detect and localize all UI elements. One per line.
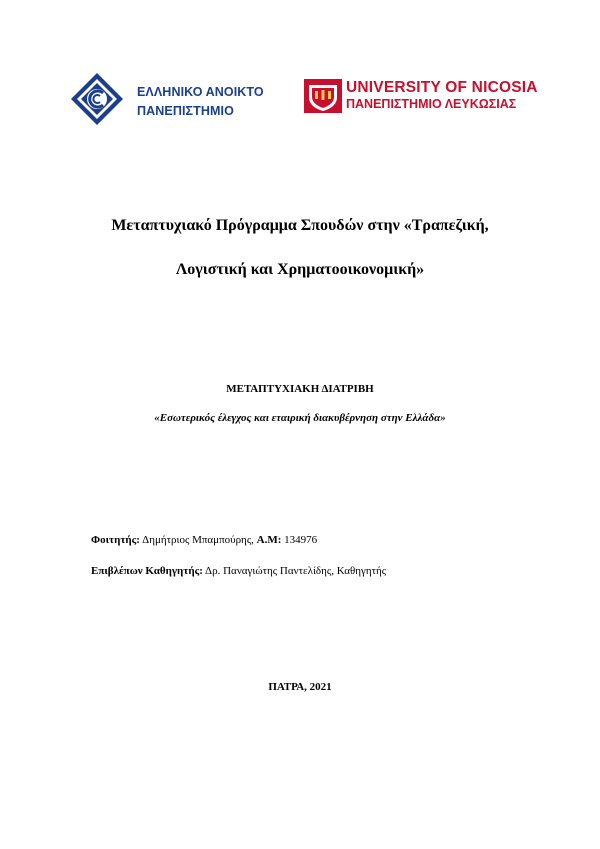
unic-name-line2: ΠΑΝΕΠΙΣΤΗΜΙΟ ΛΕΥΚΩΣΙΑΣ	[346, 97, 517, 111]
student-name: Δημήτριος Μπαμπούρης,	[142, 534, 254, 546]
am-value: 134976	[284, 534, 318, 546]
unic-logo	[304, 79, 342, 113]
thesis-title: «Εσωτερικός έλεγχος και εταιρική διακυβέρνηση στην Ελλάδα»	[154, 412, 446, 424]
eap-emblem-icon	[70, 72, 124, 126]
unic-crest-icon	[304, 79, 342, 113]
thesis-label: ΜΕΤΑΠΤΥΧΙΑΚΗ ΔΙΑΤΡΙΒΗ	[226, 383, 374, 395]
student-label: Φοιτητής:	[91, 534, 140, 546]
unic-name	[346, 79, 538, 112]
supervisor-info	[91, 565, 386, 577]
supervisor-name: Δρ. Παναγιώτης Παντελίδης, Καθηγητής	[205, 565, 387, 577]
eap-name	[137, 83, 264, 121]
student-info	[91, 534, 317, 546]
supervisor-label: Επιβλέπων Καθηγητής:	[91, 565, 203, 577]
am-label: Α.Μ:	[256, 534, 282, 546]
place-year: ΠΑΤΡΑ, 2021	[268, 681, 332, 693]
eap-name-line1: ΕΛΛΗΝΙΚΟ ΑΝΟΙΚΤΟ	[137, 85, 264, 99]
program-title-line2: Λογιστική και Χρηματοοικονομική»	[175, 261, 425, 278]
program-title-line1: Μεταπτυχιακό Πρόγραμμα Σπουδών στην «Τραπεζική,	[111, 217, 489, 234]
eap-logo	[70, 72, 124, 126]
unic-name-line1: UNIVERSITY OF NICOSIA	[346, 79, 538, 96]
eap-name-line2: ΠΑΝΕΠΙΣΤΗΜΙΟ	[137, 104, 234, 118]
